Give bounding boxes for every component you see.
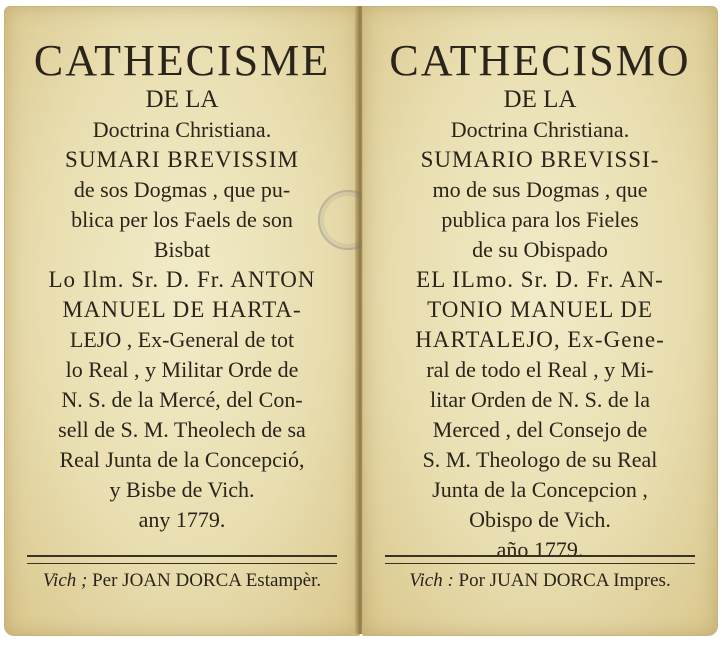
left-line: Real Junta de la Concepció, <box>59 447 305 472</box>
right-rule-bottom <box>385 563 695 564</box>
left-line: Lo Ilm. Sr. D. Fr. ANTON <box>48 267 316 292</box>
left-line: lo Real , y Militar Orde de <box>65 357 299 382</box>
left-line: any 1779. <box>138 507 226 532</box>
right-imprint-city: Vich : <box>409 570 454 591</box>
left-page-text <box>5 37 359 535</box>
left-imprint-city: Vich ; <box>42 570 88 591</box>
right-imprint-text: Por JUAN DORCA Impres. <box>458 570 671 591</box>
right-title: CATHECISMO <box>389 36 691 85</box>
right-line: Junta de la Concepcion , <box>432 477 648 502</box>
left-line: N. S. de la Mercé, del Con- <box>61 387 303 412</box>
right-line: TONIO MANUEL DE <box>427 297 653 322</box>
right-rule-top <box>385 555 695 557</box>
left-line: Bisbat <box>153 237 211 262</box>
left-line: DE LA <box>145 86 219 113</box>
right-line: publica para los Fieles <box>441 207 639 232</box>
left-line: de sos Dogmas , que pu- <box>73 177 291 202</box>
right-line: S. M. Theologo de su Real <box>422 447 658 472</box>
right-line: Merced , del Consejo de <box>432 417 648 442</box>
left-imprint <box>5 570 359 592</box>
right-line: DE LA <box>503 86 577 113</box>
right-line: mo de sus Dogmas , que <box>432 177 648 202</box>
right-imprint <box>363 570 717 592</box>
left-imprint-text: Per JOAN DORCA Estampèr. <box>92 570 322 591</box>
right-line: de su Obispado <box>472 237 608 262</box>
right-line: SUMARIO BREVISSI- <box>420 147 660 172</box>
right-line: EL ILmo. Sr. D. Fr. AN- <box>416 267 664 292</box>
left-page <box>4 6 360 636</box>
right-page <box>362 6 718 636</box>
left-line: sell de S. M. Theolech de sa <box>58 417 306 442</box>
left-line: LEJO , Ex-General de tot <box>69 327 295 352</box>
right-line: litar Orden de N. S. de la <box>430 387 650 412</box>
left-line: MANUEL DE HARTA- <box>62 297 302 322</box>
left-line: blica per los Faels de son <box>71 207 293 232</box>
left-line: SUMARI BREVISSIM <box>65 147 299 172</box>
left-rule-bottom <box>27 563 337 564</box>
left-title: CATHECISME <box>33 36 331 85</box>
right-line: Doctrina Christiana. <box>450 117 630 142</box>
right-line: HARTALEJO, Ex-Gene- <box>415 327 665 352</box>
right-line: Obispo de Vich. <box>469 507 611 532</box>
left-rule-top <box>27 555 337 557</box>
left-line: y Bisbe de Vich. <box>109 477 255 502</box>
left-line: Doctrina Christiana. <box>92 117 272 142</box>
right-line: año 1779. <box>496 537 584 562</box>
right-page-text <box>363 37 717 565</box>
right-line: ral de todo el Real , y Mi- <box>426 357 654 382</box>
